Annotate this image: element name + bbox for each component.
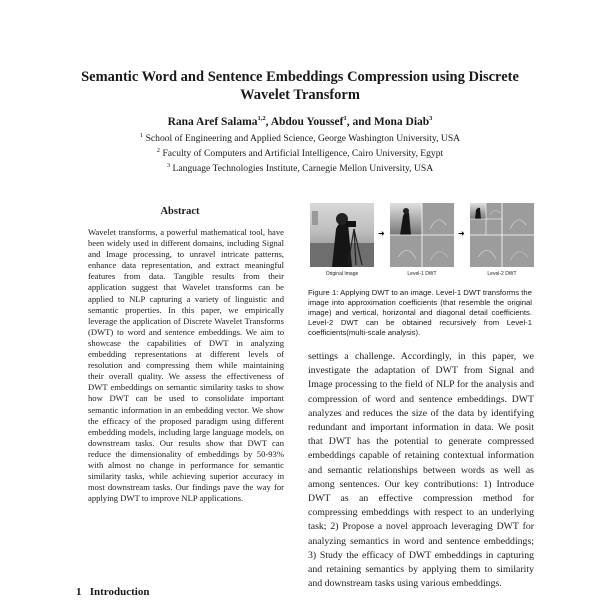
figure-label: Level-1 DWT — [407, 271, 437, 277]
figure-label: Original Image — [325, 271, 359, 277]
paper-title: Semantic Word and Sentence Embeddings Compression using Discrete Wavelet Transform — [81, 69, 519, 103]
affiliation-text: School of Engineering and Applied Science, George Washington University, USA — [145, 133, 461, 144]
section-heading — [76, 586, 149, 598]
section-title: Introduction — [89, 586, 150, 598]
level1-dwt-image — [390, 203, 454, 267]
author-separator: , and — [346, 116, 374, 128]
arrow-icon: ➜ — [458, 229, 465, 238]
level2-dwt-image — [470, 203, 534, 267]
dwt-figure — [308, 203, 528, 281]
intro-paragraph: settings a challenge. Accordingly, in this paper, we investigate the adaptation of DWT from Signal and Image processing to the field of NLP for the analysis and compression of word and sentence embeddings. DWT analyzes and reduces the size of the data by identifying redundant and important information in data. We posit that DWT has the potential to generate compressed embeddings capable of retaining contextual information and semantic relationships between words as well as among sentences. Our key contributions: 1) Introduce DWT as an effective compression method for compressing embeddings with respect to an underlying task; 2) Propose a novel approach leveraging DWT for analyzing semantics in word and sentence embeddings; 3) Study the efficacy of DWT embeddings in capturing and retaining semantics by applying them to similarity and downstream tasks using various embeddings. — [308, 351, 534, 590]
original-image — [310, 203, 374, 267]
author-name: Rana Aref Salama — [167, 116, 258, 128]
author-separator: , — [265, 116, 271, 128]
affiliation-mark: 1 — [139, 131, 144, 139]
figure-caption: Figure 1: Applying DWT to an image. Level-1 DWT transforms the image into approximation coefficients (that resemble the original image) and vertical, horizontal and diagonal detail coefficients. Level-2 DWT can be obtained recursively from Level-1 coefficients(multi-scale analysis). — [308, 288, 532, 337]
affiliation — [40, 133, 560, 144]
affiliation-mark: 2 — [156, 146, 161, 154]
cameraman-photo — [310, 203, 374, 267]
affiliation-text: Faculty of Computers and Artificial Intelligence, Cairo University, Egypt — [162, 148, 444, 159]
affiliation-text: Language Technologies Institute, Carnegie Mellon University, USA — [172, 163, 434, 174]
figure-label: Level-2 DWT — [487, 271, 517, 277]
affiliation — [40, 148, 560, 159]
abstract-text: Wavelet transforms, a powerful mathematical tool, have been widely used in different domains, including Signal and Image processing, to unravel intricate patterns, enhance data representation, and extract meaningful features from data. Tangible results from their application suggest that Wavelet transforms can be applied to NLP capturing a variety of linguistic and semantic properties. In this paper, we empirically leverage the application of Discrete Wavelet Transforms (DWT) to word and sentence embeddings. We aim to showcase the capabilities of DWT in analyzing embedding representations at different levels of resolution and compressing them while maintaining their overall quality. We assess the effectiveness of DWT embeddings on semantic similarity tasks to show how DWT can be used to consolidate important semantic information in an embedding vector. We show the efficacy of the proposed paradigm using different embedding models, including large language models, on downstream tasks. Our results show that DWT can reduce the dimensionality of embeddings by 50-93% with almost no change in performance for semantic similarity tasks, while achieving superior accuracy in most downstream tasks. Our findings pave the way for applying DWT to improve NLP applications. — [88, 227, 284, 504]
arrow-icon: ➜ — [378, 229, 385, 238]
author-list — [60, 116, 540, 128]
author-mark: 1 — [343, 115, 347, 123]
affiliation-mark: 3 — [166, 161, 171, 169]
author-mark: 1,2 — [257, 115, 266, 123]
affiliation — [40, 163, 560, 174]
abstract-heading: Abstract — [160, 206, 200, 217]
section-number: 1 — [76, 586, 82, 598]
author-name: Abdou Youssef — [270, 116, 344, 128]
author-mark: 3 — [429, 115, 433, 123]
author-name: Mona Diab — [373, 116, 430, 128]
